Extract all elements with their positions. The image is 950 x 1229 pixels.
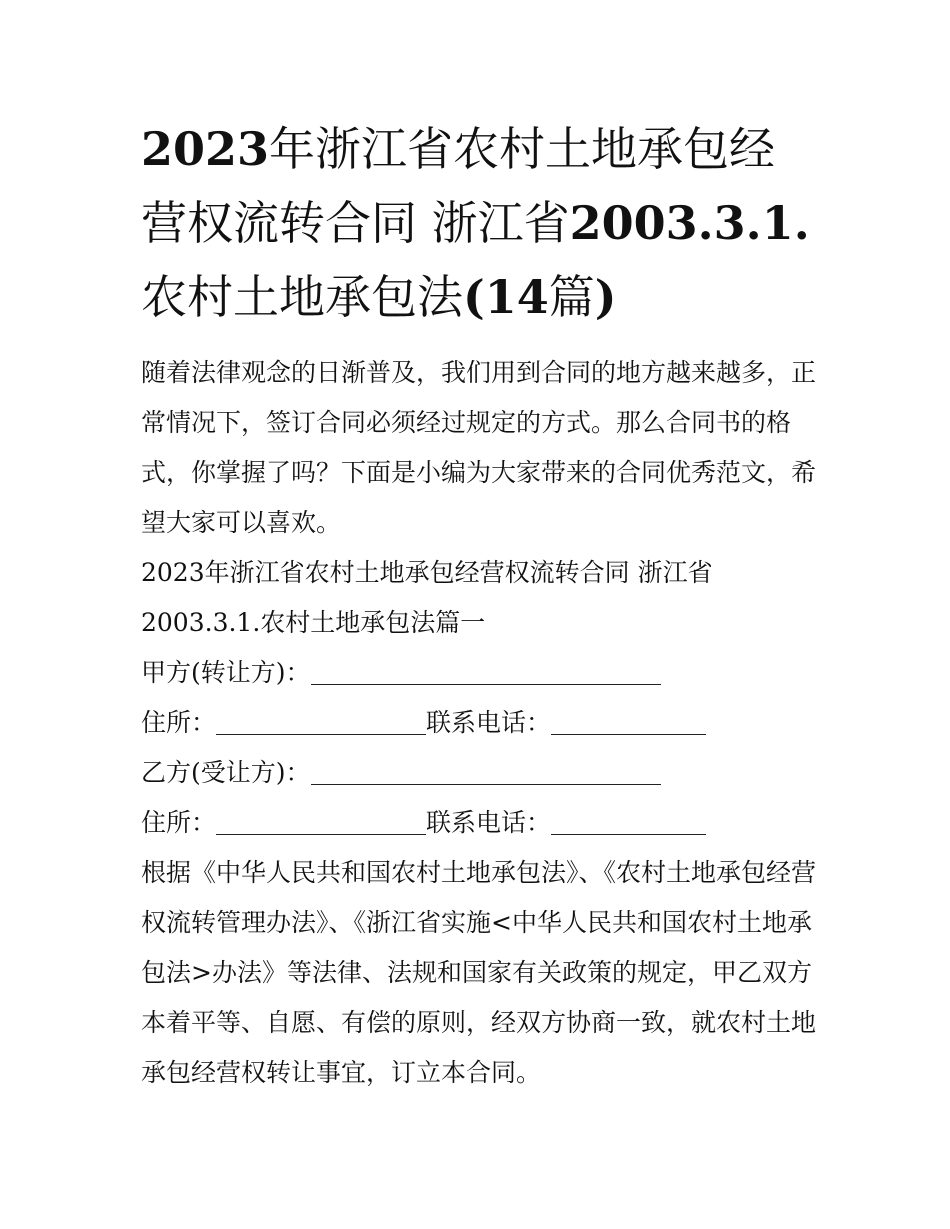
party-a-address-blank (216, 704, 426, 735)
party-b-label: 乙方(受让方)： (141, 758, 311, 787)
party-b-name-blank (311, 754, 661, 785)
party-a-name-blank (311, 654, 661, 685)
party-a-contact-line (141, 698, 821, 748)
party-a-phone-blank (551, 704, 706, 735)
title-part: 2003.3.1. (569, 196, 810, 250)
party-a-label: 甲方(转让方)： (141, 658, 311, 687)
title-part: 篇 (548, 270, 595, 324)
party-a-phone-label: 联系电话： (426, 708, 552, 737)
party-a-address-label: 住所： (141, 708, 217, 737)
document-page (141, 112, 821, 1098)
party-b-phone-blank (551, 804, 706, 835)
title-part: 年浙江省农村土地承包经营权流转合同 浙江省 (141, 122, 776, 250)
party-b-address-blank (216, 804, 426, 835)
document-title (141, 112, 821, 334)
preamble-paragraph: 根据《中华人民共和国农村土地承包法》、《农村土地承包经营权流转管理办法》、《浙江省实施<中华人民共和国农村土地承包法>办法》等法律、法规和国家有关政策的规定，甲乙双方本着平等、自愿、有偿的原则，经双方协商一致，就农村土地承包经营权转让事宜，订立本合同。 (141, 858, 817, 1087)
title-part: 农村土地承包法 (141, 270, 463, 324)
party-b-address-label: 住所： (141, 808, 217, 837)
title-part: 2023 (141, 122, 270, 176)
title-part: (14 (463, 270, 549, 324)
title-part: ) (594, 270, 617, 324)
party-b-contact-line (141, 798, 821, 848)
intro-paragraph: 随着法律观念的日渐普及，我们用到合同的地方越来越多，正常情况下，签订合同必须经过规定的方式。那么合同书的格式，你掌握了吗？下面是小编为大家带来的合同优秀范文，希望大家可以喜欢。 (141, 358, 817, 537)
party-b-line (141, 748, 821, 798)
party-a-line (141, 648, 821, 698)
party-b-phone-label: 联系电话： (426, 808, 552, 837)
section-heading: 2023年浙江省农村土地承包经营权流转合同 浙江省2003.3.1.农村土地承包法篇一 (141, 558, 713, 637)
